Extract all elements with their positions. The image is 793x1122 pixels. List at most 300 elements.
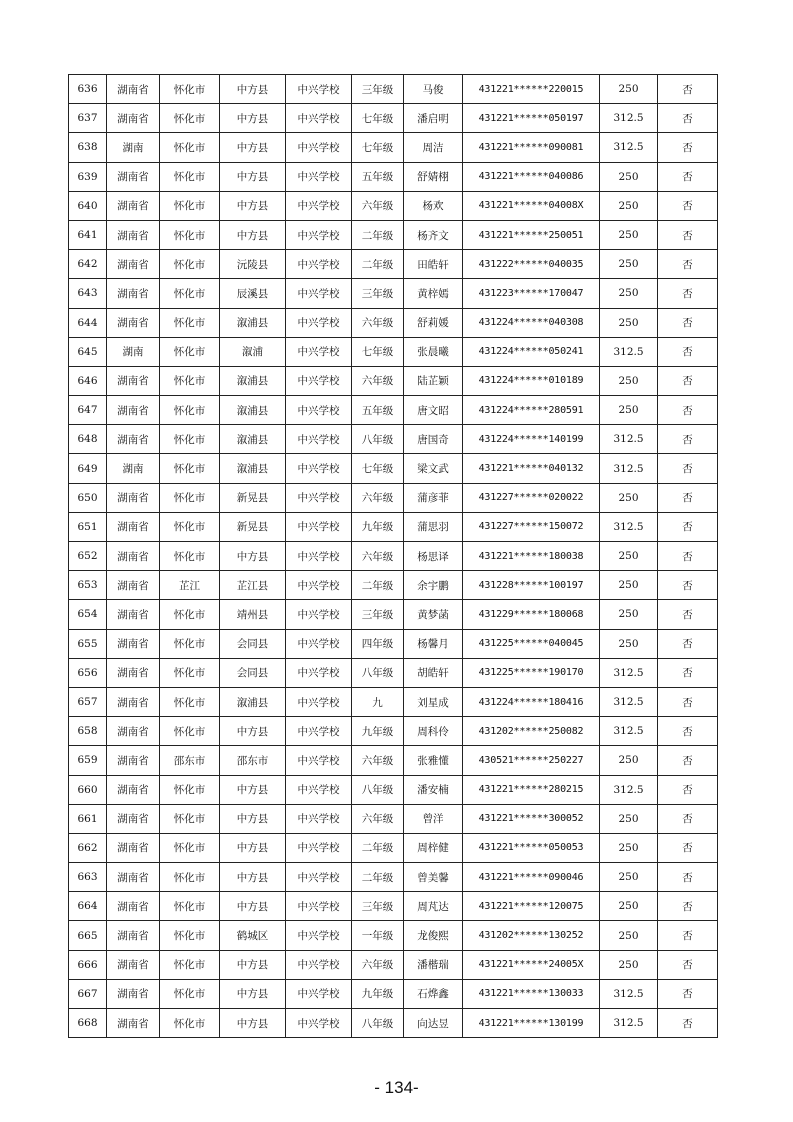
id-number-cell: 431227******150072: [463, 512, 600, 541]
row-index-cell: 660: [69, 775, 107, 804]
id-number-cell: 431221******280215: [463, 775, 600, 804]
id-number-cell: 431225******040045: [463, 629, 600, 658]
row-index-cell: 654: [69, 600, 107, 629]
student-name-cell: 潘启明: [404, 104, 463, 133]
amount-cell: 250: [600, 600, 658, 629]
grade-cell: 五年级: [352, 396, 404, 425]
amount-cell: 250: [600, 162, 658, 191]
row-index-cell: 650: [69, 483, 107, 512]
id-number-cell: 431202******250082: [463, 717, 600, 746]
city-cell: 芷江: [160, 571, 220, 600]
province-cell: 湖南: [107, 337, 160, 366]
student-name-cell: 蒲思羽: [404, 512, 463, 541]
county-cell: 中方县: [220, 104, 286, 133]
county-cell: 沅陵县: [220, 250, 286, 279]
student-name-cell: 蒲彦菲: [404, 483, 463, 512]
table-row: [69, 308, 718, 337]
table-row: [69, 104, 718, 133]
table-row: [69, 279, 718, 308]
province-cell: 湖南省: [107, 658, 160, 687]
city-cell: 怀化市: [160, 804, 220, 833]
flag-cell: 否: [658, 366, 718, 395]
row-index-cell: 636: [69, 75, 107, 104]
flag-cell: 否: [658, 308, 718, 337]
row-index-cell: 645: [69, 337, 107, 366]
school-cell: 中兴学校: [286, 512, 352, 541]
student-name-cell: 向达昱: [404, 1009, 463, 1038]
amount-cell: 312.5: [600, 425, 658, 454]
school-cell: 中兴学校: [286, 542, 352, 571]
flag-cell: 否: [658, 396, 718, 425]
grade-cell: 一年级: [352, 921, 404, 950]
id-number-cell: 431229******180068: [463, 600, 600, 629]
grade-cell: 四年级: [352, 629, 404, 658]
grade-cell: 七年级: [352, 104, 404, 133]
amount-cell: 250: [600, 396, 658, 425]
student-name-cell: 张雅懂: [404, 746, 463, 775]
school-cell: 中兴学校: [286, 308, 352, 337]
province-cell: 湖南省: [107, 1009, 160, 1038]
student-name-cell: 曾美馨: [404, 863, 463, 892]
province-cell: 湖南省: [107, 366, 160, 395]
table-row: [69, 717, 718, 746]
table-row: [69, 133, 718, 162]
table-row: [69, 191, 718, 220]
city-cell: 怀化市: [160, 366, 220, 395]
city-cell: 怀化市: [160, 687, 220, 716]
school-cell: 中兴学校: [286, 483, 352, 512]
county-cell: 溆浦县: [220, 425, 286, 454]
student-name-cell: 陆芷颖: [404, 366, 463, 395]
table-row: [69, 483, 718, 512]
grade-cell: 七年级: [352, 133, 404, 162]
school-cell: 中兴学校: [286, 279, 352, 308]
province-cell: 湖南省: [107, 396, 160, 425]
id-number-cell: 431221******050053: [463, 833, 600, 862]
student-name-cell: 田皓轩: [404, 250, 463, 279]
flag-cell: 否: [658, 863, 718, 892]
table-row: [69, 512, 718, 541]
city-cell: 怀化市: [160, 279, 220, 308]
id-number-cell: 431223******170047: [463, 279, 600, 308]
flag-cell: 否: [658, 950, 718, 979]
id-number-cell: 431202******130252: [463, 921, 600, 950]
school-cell: 中兴学校: [286, 366, 352, 395]
table-row: [69, 220, 718, 249]
province-cell: 湖南省: [107, 979, 160, 1008]
page-number: - 134-: [374, 1078, 419, 1097]
school-cell: 中兴学校: [286, 629, 352, 658]
grade-cell: 六年级: [352, 950, 404, 979]
school-cell: 中兴学校: [286, 833, 352, 862]
city-cell: 怀化市: [160, 396, 220, 425]
province-cell: 湖南省: [107, 279, 160, 308]
city-cell: 怀化市: [160, 425, 220, 454]
school-cell: 中兴学校: [286, 804, 352, 833]
amount-cell: 312.5: [600, 337, 658, 366]
county-cell: 中方县: [220, 804, 286, 833]
id-number-cell: 431221******180038: [463, 542, 600, 571]
table-row: [69, 629, 718, 658]
amount-cell: 250: [600, 366, 658, 395]
student-name-cell: 曾洋: [404, 804, 463, 833]
table-row: [69, 979, 718, 1008]
flag-cell: 否: [658, 104, 718, 133]
grade-cell: 六年级: [352, 366, 404, 395]
table-row: [69, 250, 718, 279]
id-number-cell: 431225******190170: [463, 658, 600, 687]
grade-cell: 二年级: [352, 250, 404, 279]
grade-cell: 八年级: [352, 425, 404, 454]
city-cell: 怀化市: [160, 629, 220, 658]
student-name-cell: 周梓健: [404, 833, 463, 862]
school-cell: 中兴学校: [286, 1009, 352, 1038]
amount-cell: 250: [600, 250, 658, 279]
school-cell: 中兴学校: [286, 687, 352, 716]
table-row: [69, 75, 718, 104]
row-index-cell: 638: [69, 133, 107, 162]
student-name-cell: 黄梦菡: [404, 600, 463, 629]
flag-cell: 否: [658, 133, 718, 162]
table-row: [69, 571, 718, 600]
row-index-cell: 651: [69, 512, 107, 541]
flag-cell: 否: [658, 921, 718, 950]
flag-cell: 否: [658, 717, 718, 746]
county-cell: 中方县: [220, 1009, 286, 1038]
city-cell: 怀化市: [160, 542, 220, 571]
city-cell: 怀化市: [160, 658, 220, 687]
grade-cell: 六年级: [352, 746, 404, 775]
school-cell: 中兴学校: [286, 220, 352, 249]
amount-cell: 250: [600, 804, 658, 833]
province-cell: 湖南省: [107, 921, 160, 950]
city-cell: 怀化市: [160, 892, 220, 921]
student-name-cell: 唐文昭: [404, 396, 463, 425]
flag-cell: 否: [658, 746, 718, 775]
amount-cell: 312.5: [600, 104, 658, 133]
school-cell: 中兴学校: [286, 775, 352, 804]
row-index-cell: 665: [69, 921, 107, 950]
flag-cell: 否: [658, 804, 718, 833]
amount-cell: 312.5: [600, 512, 658, 541]
student-name-cell: 黄梓嫣: [404, 279, 463, 308]
school-cell: 中兴学校: [286, 600, 352, 629]
id-number-cell: 431224******010189: [463, 366, 600, 395]
city-cell: 怀化市: [160, 717, 220, 746]
school-cell: 中兴学校: [286, 921, 352, 950]
amount-cell: 250: [600, 629, 658, 658]
county-cell: 中方县: [220, 833, 286, 862]
amount-cell: 250: [600, 746, 658, 775]
grade-cell: 三年级: [352, 279, 404, 308]
county-cell: 鹤城区: [220, 921, 286, 950]
amount-cell: 250: [600, 863, 658, 892]
id-number-cell: 431224******280591: [463, 396, 600, 425]
row-index-cell: 663: [69, 863, 107, 892]
city-cell: 怀化市: [160, 250, 220, 279]
county-cell: 溆浦: [220, 337, 286, 366]
student-name-cell: 潘楷瑞: [404, 950, 463, 979]
province-cell: 湖南省: [107, 162, 160, 191]
id-number-cell: 431221******300052: [463, 804, 600, 833]
table-row: [69, 454, 718, 483]
id-number-cell: 431224******180416: [463, 687, 600, 716]
province-cell: 湖南省: [107, 483, 160, 512]
province-cell: 湖南省: [107, 308, 160, 337]
county-cell: 中方县: [220, 220, 286, 249]
id-number-cell: 431221******250051: [463, 220, 600, 249]
city-cell: 怀化市: [160, 308, 220, 337]
flag-cell: 否: [658, 454, 718, 483]
province-cell: 湖南省: [107, 512, 160, 541]
table-row: [69, 1009, 718, 1038]
county-cell: 溆浦县: [220, 366, 286, 395]
province-cell: 湖南省: [107, 950, 160, 979]
flag-cell: 否: [658, 658, 718, 687]
student-name-cell: 潘安楠: [404, 775, 463, 804]
county-cell: 中方县: [220, 863, 286, 892]
student-name-cell: 杨思译: [404, 542, 463, 571]
school-cell: 中兴学校: [286, 162, 352, 191]
table-row: [69, 804, 718, 833]
row-index-cell: 655: [69, 629, 107, 658]
school-cell: 中兴学校: [286, 950, 352, 979]
school-cell: 中兴学校: [286, 104, 352, 133]
school-cell: 中兴学校: [286, 133, 352, 162]
id-number-cell: 431221******04008X: [463, 191, 600, 220]
amount-cell: 250: [600, 191, 658, 220]
city-cell: 怀化市: [160, 512, 220, 541]
province-cell: 湖南省: [107, 425, 160, 454]
province-cell: 湖南省: [107, 220, 160, 249]
school-cell: 中兴学校: [286, 746, 352, 775]
amount-cell: 250: [600, 571, 658, 600]
city-cell: 怀化市: [160, 775, 220, 804]
amount-cell: 250: [600, 833, 658, 862]
table-row: [69, 775, 718, 804]
student-name-cell: 杨欢: [404, 191, 463, 220]
city-cell: 怀化市: [160, 133, 220, 162]
amount-cell: 312.5: [600, 775, 658, 804]
student-name-cell: 马俊: [404, 75, 463, 104]
amount-cell: 250: [600, 75, 658, 104]
amount-cell: 250: [600, 921, 658, 950]
table-row: [69, 863, 718, 892]
grade-cell: 六年级: [352, 308, 404, 337]
school-cell: 中兴学校: [286, 337, 352, 366]
school-cell: 中兴学校: [286, 425, 352, 454]
grade-cell: 七年级: [352, 337, 404, 366]
id-number-cell: 431221******130033: [463, 979, 600, 1008]
city-cell: 怀化市: [160, 1009, 220, 1038]
grade-cell: 九年级: [352, 979, 404, 1008]
city-cell: 怀化市: [160, 950, 220, 979]
amount-cell: 312.5: [600, 658, 658, 687]
city-cell: 怀化市: [160, 921, 220, 950]
school-cell: 中兴学校: [286, 191, 352, 220]
row-index-cell: 664: [69, 892, 107, 921]
row-index-cell: 644: [69, 308, 107, 337]
amount-cell: 312.5: [600, 979, 658, 1008]
flag-cell: 否: [658, 337, 718, 366]
city-cell: 怀化市: [160, 191, 220, 220]
province-cell: 湖南省: [107, 717, 160, 746]
county-cell: 溆浦县: [220, 308, 286, 337]
row-index-cell: 659: [69, 746, 107, 775]
grade-cell: 五年级: [352, 162, 404, 191]
id-number-cell: 430521******250227: [463, 746, 600, 775]
city-cell: 怀化市: [160, 454, 220, 483]
id-number-cell: 431221******090046: [463, 863, 600, 892]
amount-cell: 312.5: [600, 717, 658, 746]
row-index-cell: 658: [69, 717, 107, 746]
row-index-cell: 648: [69, 425, 107, 454]
grade-cell: 六年级: [352, 191, 404, 220]
table-row: [69, 921, 718, 950]
flag-cell: 否: [658, 250, 718, 279]
row-index-cell: 667: [69, 979, 107, 1008]
id-number-cell: 431227******020022: [463, 483, 600, 512]
school-cell: 中兴学校: [286, 863, 352, 892]
flag-cell: 否: [658, 629, 718, 658]
student-name-cell: 杨齐文: [404, 220, 463, 249]
province-cell: 湖南省: [107, 804, 160, 833]
flag-cell: 否: [658, 1009, 718, 1038]
grade-cell: 九年级: [352, 717, 404, 746]
student-name-cell: 周芃达: [404, 892, 463, 921]
city-cell: 怀化市: [160, 220, 220, 249]
table-row: [69, 658, 718, 687]
amount-cell: 250: [600, 892, 658, 921]
id-number-cell: 431221******040132: [463, 454, 600, 483]
row-index-cell: 661: [69, 804, 107, 833]
row-index-cell: 641: [69, 220, 107, 249]
row-index-cell: 653: [69, 571, 107, 600]
county-cell: 会同县: [220, 629, 286, 658]
flag-cell: 否: [658, 425, 718, 454]
table-row: [69, 425, 718, 454]
student-name-cell: 周洁: [404, 133, 463, 162]
id-number-cell: 431224******140199: [463, 425, 600, 454]
flag-cell: 否: [658, 220, 718, 249]
row-index-cell: 642: [69, 250, 107, 279]
student-subsidy-table: [68, 74, 718, 1038]
row-index-cell: 652: [69, 542, 107, 571]
flag-cell: 否: [658, 687, 718, 716]
amount-cell: 250: [600, 542, 658, 571]
province-cell: 湖南省: [107, 75, 160, 104]
province-cell: 湖南省: [107, 571, 160, 600]
province-cell: 湖南省: [107, 250, 160, 279]
province-cell: 湖南省: [107, 687, 160, 716]
table-row: [69, 687, 718, 716]
county-cell: 中方县: [220, 950, 286, 979]
student-name-cell: 龙俊熙: [404, 921, 463, 950]
school-cell: 中兴学校: [286, 250, 352, 279]
grade-cell: 六年级: [352, 483, 404, 512]
table-row: [69, 337, 718, 366]
id-number-cell: 431221******120075: [463, 892, 600, 921]
row-index-cell: 640: [69, 191, 107, 220]
grade-cell: 八年级: [352, 775, 404, 804]
flag-cell: 否: [658, 512, 718, 541]
grade-cell: 七年级: [352, 454, 404, 483]
county-cell: 会同县: [220, 658, 286, 687]
amount-cell: 312.5: [600, 687, 658, 716]
province-cell: 湖南: [107, 133, 160, 162]
county-cell: 溆浦县: [220, 454, 286, 483]
county-cell: 中方县: [220, 75, 286, 104]
grade-cell: 九年级: [352, 512, 404, 541]
county-cell: 中方县: [220, 133, 286, 162]
flag-cell: 否: [658, 542, 718, 571]
id-number-cell: 431221******24005X: [463, 950, 600, 979]
city-cell: 怀化市: [160, 863, 220, 892]
grade-cell: 二年级: [352, 833, 404, 862]
row-index-cell: 647: [69, 396, 107, 425]
county-cell: 新晃县: [220, 512, 286, 541]
school-cell: 中兴学校: [286, 658, 352, 687]
county-cell: 靖州县: [220, 600, 286, 629]
flag-cell: 否: [658, 191, 718, 220]
city-cell: 怀化市: [160, 979, 220, 1008]
student-name-cell: 舒莉媛: [404, 308, 463, 337]
id-number-cell: 431221******050197: [463, 104, 600, 133]
grade-cell: 九: [352, 687, 404, 716]
student-name-cell: 杨馨月: [404, 629, 463, 658]
county-cell: 邵东市: [220, 746, 286, 775]
student-name-cell: 梁文武: [404, 454, 463, 483]
province-cell: 湖南省: [107, 892, 160, 921]
city-cell: 怀化市: [160, 483, 220, 512]
county-cell: 溆浦县: [220, 687, 286, 716]
flag-cell: 否: [658, 775, 718, 804]
id-number-cell: 431221******090081: [463, 133, 600, 162]
city-cell: 怀化市: [160, 104, 220, 133]
grade-cell: 三年级: [352, 75, 404, 104]
county-cell: 中方县: [220, 892, 286, 921]
city-cell: 怀化市: [160, 162, 220, 191]
table-row: [69, 600, 718, 629]
amount-cell: 250: [600, 308, 658, 337]
id-number-cell: 431221******130199: [463, 1009, 600, 1038]
row-index-cell: 649: [69, 454, 107, 483]
grade-cell: 八年级: [352, 658, 404, 687]
student-name-cell: 石烨鑫: [404, 979, 463, 1008]
province-cell: 湖南省: [107, 629, 160, 658]
county-cell: 中方县: [220, 717, 286, 746]
province-cell: 湖南省: [107, 775, 160, 804]
row-index-cell: 668: [69, 1009, 107, 1038]
school-cell: 中兴学校: [286, 717, 352, 746]
province-cell: 湖南省: [107, 104, 160, 133]
amount-cell: 312.5: [600, 1009, 658, 1038]
grade-cell: 二年级: [352, 571, 404, 600]
province-cell: 湖南省: [107, 191, 160, 220]
row-index-cell: 656: [69, 658, 107, 687]
student-name-cell: 唐国奇: [404, 425, 463, 454]
flag-cell: 否: [658, 571, 718, 600]
row-index-cell: 637: [69, 104, 107, 133]
amount-cell: 250: [600, 483, 658, 512]
row-index-cell: 639: [69, 162, 107, 191]
flag-cell: 否: [658, 979, 718, 1008]
county-cell: 辰溪县: [220, 279, 286, 308]
city-cell: 怀化市: [160, 833, 220, 862]
flag-cell: 否: [658, 483, 718, 512]
student-name-cell: 周科伶: [404, 717, 463, 746]
city-cell: 怀化市: [160, 600, 220, 629]
